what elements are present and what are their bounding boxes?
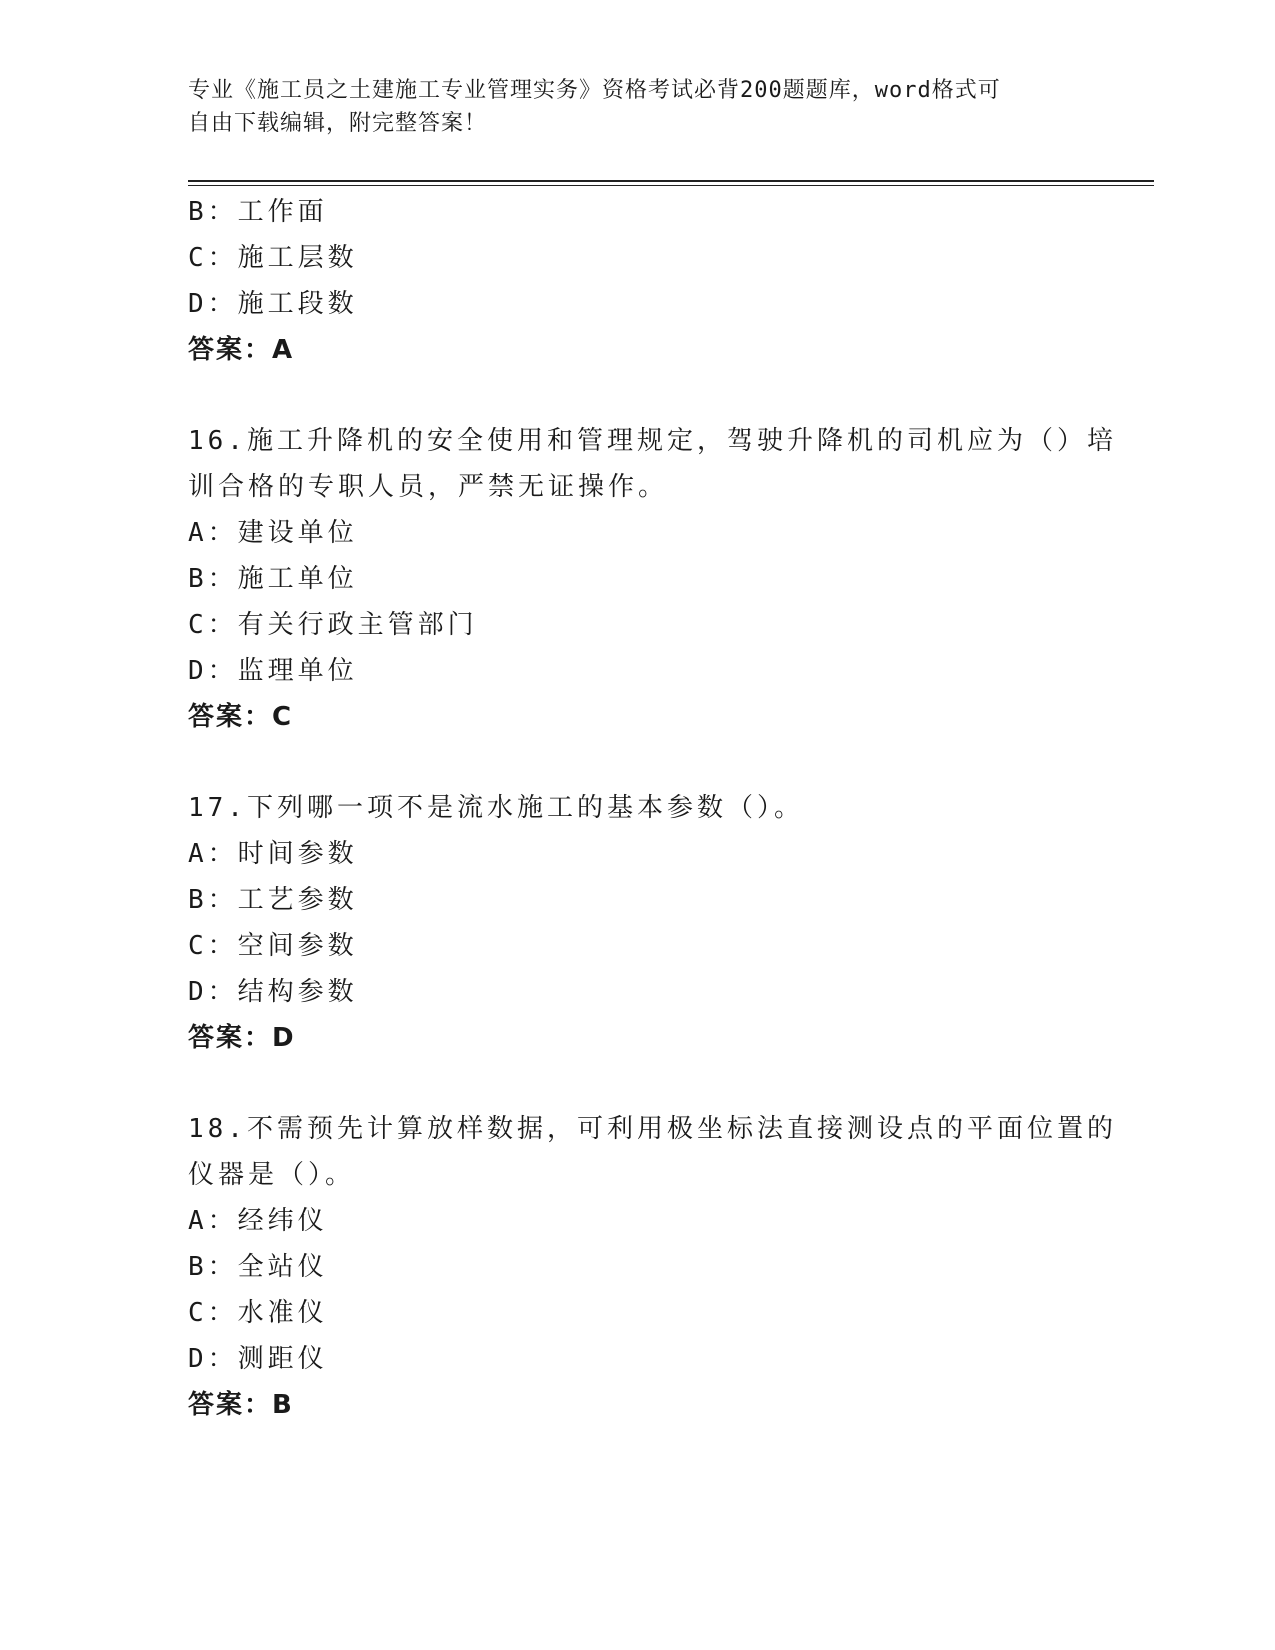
option-b: B：全站仪 [188, 1252, 328, 1282]
option-b: B：工作面 [188, 197, 328, 227]
option-c: C：空间参数 [188, 931, 358, 961]
option-a: A：经纬仪 [188, 1206, 328, 1236]
question-15 [188, 189, 1088, 373]
question-18 [188, 1106, 1117, 1428]
option-c: C：水准仪 [188, 1298, 328, 1328]
option-d: D：监理单位 [188, 656, 358, 686]
question-stem-line-2: 训合格的专职人员，严禁无证操作。 [188, 472, 669, 502]
answer: 答案：C [188, 702, 294, 732]
header-divider-thick [188, 180, 1154, 182]
option-c: C：施工层数 [188, 243, 358, 273]
question-stem-line-1: 16.施工升降机的安全使用和管理规定，驾驶升降机的司机应为（）培 [188, 426, 1117, 456]
option-d: D：测距仪 [188, 1344, 328, 1374]
answer: 答案：A [188, 335, 295, 365]
option-d: D：施工段数 [188, 289, 358, 319]
option-a: A：时间参数 [188, 839, 358, 869]
option-b: B：工艺参数 [188, 885, 358, 915]
header-divider-thin [188, 185, 1154, 186]
option-a: A：建设单位 [188, 518, 358, 548]
question-stem-line-1: 17.下列哪一项不是流水施工的基本参数（）。 [188, 793, 804, 823]
question-17 [188, 785, 1088, 1061]
option-c: C：有关行政主管部门 [188, 610, 478, 640]
answer: 答案：D [188, 1023, 296, 1053]
header-title-line-2: 自由下载编辑，附完整答案！ [188, 111, 488, 136]
option-d: D：结构参数 [188, 977, 358, 1007]
document-header [188, 74, 1068, 140]
question-16 [188, 418, 1117, 740]
answer: 答案：B [188, 1390, 294, 1420]
option-b: B：施工单位 [188, 564, 358, 594]
question-stem-line-2: 仪器是（）。 [188, 1160, 356, 1190]
question-stem-line-1: 18.不需预先计算放样数据，可利用极坐标法直接测设点的平面位置的 [188, 1114, 1117, 1144]
question-list [188, 189, 1117, 1428]
header-title-line-1: 专业《施工员之土建施工专业管理实务》资格考试必背200题题库，word格式可 [188, 78, 1001, 103]
